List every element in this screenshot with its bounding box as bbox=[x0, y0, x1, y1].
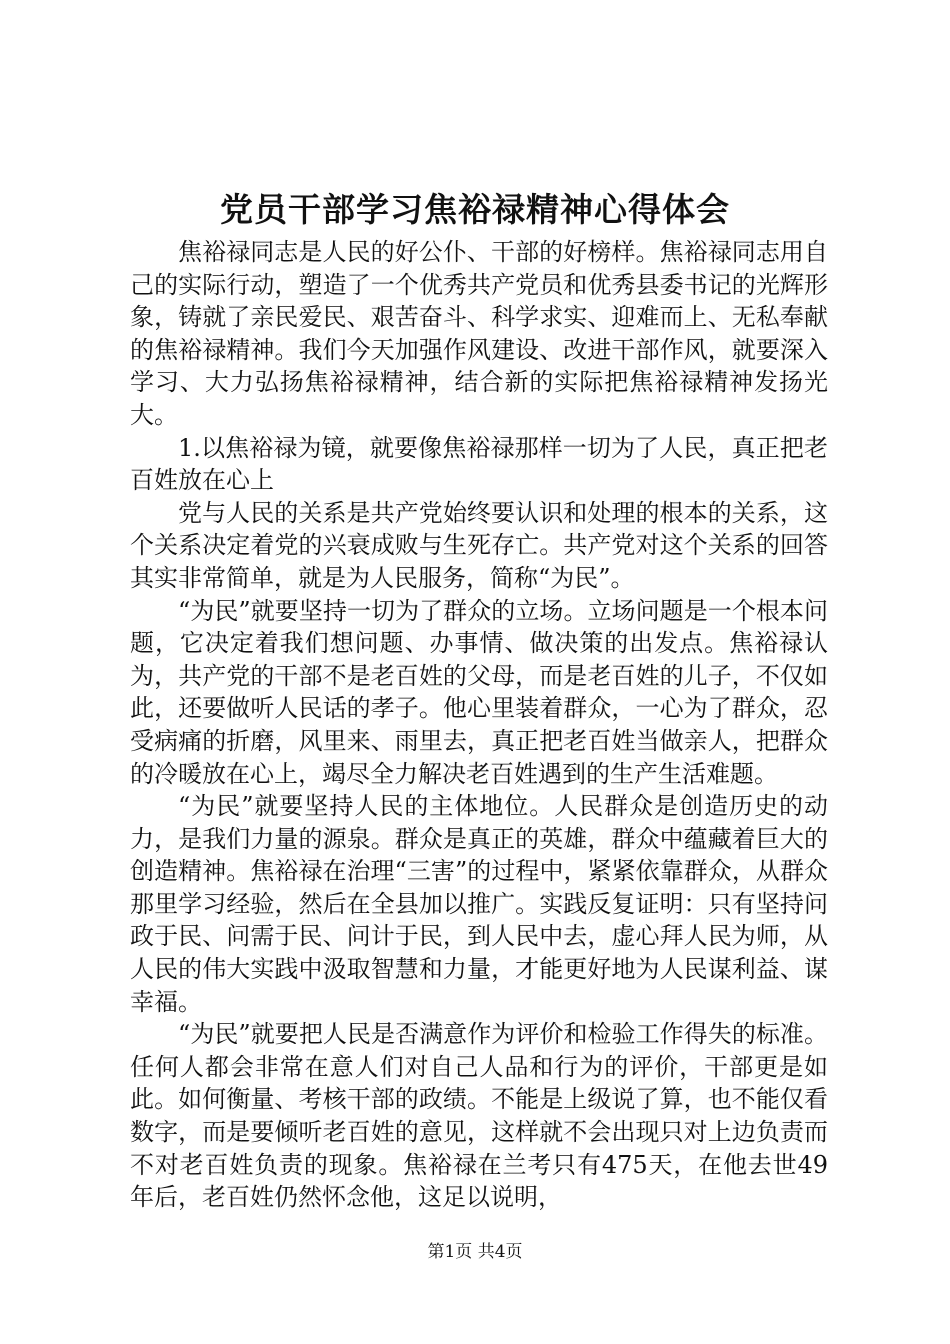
document-title: 党员干部学习焦裕禄精神心得体会 bbox=[220, 190, 730, 229]
section-heading-1: 1.以焦裕禄为镜，就要像焦裕禄那样一切为了人民，真正把老百姓放在心上 bbox=[130, 433, 828, 495]
paragraph-for-people-subject: “为民”就要坚持人民的主体地位。人民群众是创造历史的动力，是我们力量的源泉。群众是真正的英雄，群众中蕴藏着巨大的创造精神。焦裕禄在治理“三害”的过程中，紧紧依靠群众，从群众那里学习经验，然后在全县加以推广。实践反复证明：只有坚持问政于民、问需于民、问计于民，到人民中去，虚心拜人民为师，从人民的伟大实践中汲取智慧和力量，才能更好地为人民谋利益、谋幸福。 bbox=[130, 792, 828, 1016]
paragraph-for-people-standard: “为民”就要把人民是否满意作为评价和检验工作得失的标准。任何人都会非常在意人们对自己人品和行为的评价，干部更是如此。如何衡量、考核干部的政绩。不能是上级说了算，也不能仅看数字，而是要倾听老百姓的意见，这样就不会出现只对上边负责而不对老百姓负责的现象。焦裕禄在兰考只有475天，在他去世49年后，老百姓仍然怀念他，这足以说明， bbox=[130, 1020, 828, 1212]
paragraph-party-people: 党与人民的关系是共产党始终要认识和处理的根本的关系，这个关系决定着党的兴衰成败与生死存亡。共产党对这个关系的回答其实非常简单，就是为人民服务，简称“为民”。 bbox=[130, 498, 828, 592]
page-footer: 第1页 共4页 bbox=[427, 1242, 523, 1262]
paragraph-intro: 焦裕禄同志是人民的好公仆、干部的好榜样。焦裕禄同志用自己的实际行动，塑造了一个优秀共产党员和优秀县委书记的光辉形象，铸就了亲民爱民、艰苦奋斗、科学求实、迎难而上、无私奉献的焦裕禄精神。我们今天加强作风建设、改进干部作风，就要深入学习、大力弘扬焦裕禄精神，结合新的实际把焦裕禄精神发扬光大。 bbox=[130, 238, 828, 429]
paragraph-for-people-stance: “为民”就要坚持一切为了群众的立场。立场问题是一个根本问题，它决定着我们想问题、办事情、做决策的出发点。焦裕禄认为，共产党的干部不是老百姓的父母，而是老百姓的儿子，不仅如此，还要做听人民话的孝子。他心里装着群众，一心为了群众，忍受病痛的折磨，风里来、雨里去，真正把老百姓当做亲人，把群众的冷暖放在心上，竭尽全力解决老百姓遇到的生产生活难题。 bbox=[130, 596, 828, 788]
document-body bbox=[130, 236, 828, 1214]
